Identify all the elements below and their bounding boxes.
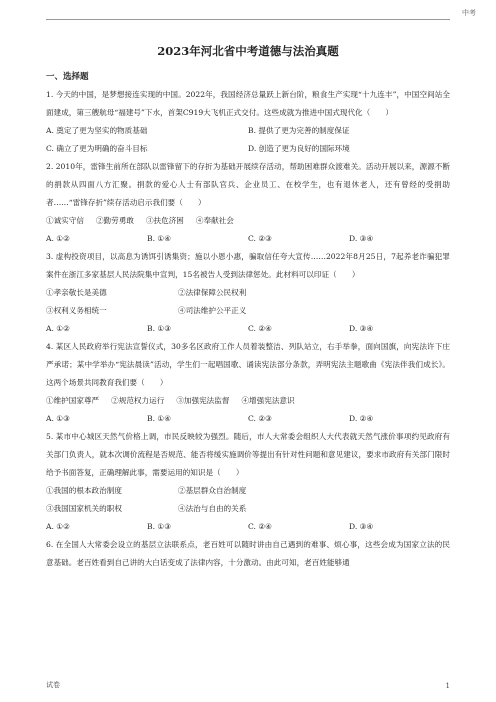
question-3-items-2 bbox=[46, 302, 450, 320]
question-2-items bbox=[46, 212, 450, 230]
item-3: ③我国国家机关的职权 bbox=[46, 504, 122, 513]
item-4: ④司法维护公平正义 bbox=[178, 306, 247, 315]
header-tag: 中考 bbox=[462, 9, 476, 17]
page-title: 2023年河北省中考道德与法治真题 bbox=[157, 44, 339, 58]
option-c: C. ②③ bbox=[248, 234, 272, 243]
option-c: C. ②③ bbox=[248, 414, 272, 423]
option-b: B. ①④ bbox=[147, 414, 172, 423]
option-b: B. 提供了更为完善的制度保证 bbox=[248, 126, 350, 135]
option-d: D. ③④ bbox=[349, 324, 374, 333]
option-a: A. ①② bbox=[46, 324, 70, 333]
question-5-text: 5. 某市中心城区天然气价格上调，市民反映较为强烈。随后，市人大常委会组织人大代表就天然气涨价事项约见政府有关部门负责人，就本次调价流程是否规范、能否将缓实施调价等提出有针对性问题和意见建议，要求市政府有关部门限时给予书面答复，正确理解此事，需要运用的知识是（ ） bbox=[46, 432, 450, 477]
question-2-options bbox=[46, 230, 450, 248]
item-4: ④奉献社会 bbox=[195, 216, 234, 225]
item-4: ④法治与自由的关系 bbox=[178, 504, 247, 513]
option-b: B. ①④ bbox=[147, 234, 172, 243]
section-heading: 一、选择题 bbox=[46, 72, 89, 82]
item-2: ②规范权力运行 bbox=[111, 396, 165, 405]
question-4-options bbox=[46, 410, 450, 428]
item-2: ②法律保障公民权利 bbox=[178, 288, 247, 297]
option-a: A. ①② bbox=[46, 234, 70, 243]
option-d: D. ③④ bbox=[349, 522, 374, 531]
footer-label: 试卷 bbox=[46, 681, 60, 689]
question-4-text: 4. 某区人民政府举行宪法宣誓仪式，30多名区政府工作人员着装整洁、列队站立，右手举拳，面向国旗，向宪法许下庄严承诺；某中学举办“宪法晨读”活动，学生们一起唱国歌、诵读宪法部分条款，弄明宪法主题歌曲《宪法伴我们成长》。这两个场景共同教育我们要（ ） bbox=[46, 342, 450, 387]
option-d: D. 创造了更为良好的国际环境 bbox=[248, 144, 350, 153]
question-5-items-2 bbox=[46, 500, 450, 518]
item-1: ①孝亲敬长是美德 bbox=[46, 288, 107, 297]
item-1: ①我国的根本政治制度 bbox=[46, 486, 122, 495]
question-1-options-2 bbox=[46, 140, 450, 158]
question-2-text: 2. 2010年，雷锋生前所在部队以雷锋留下的存折为基础开展续存活动，帮助困难群众渡难关。活动开展以来，源源不断的捐款从四面八方汇聚。捐款的爱心人士有部队官兵、企业员工、在校学生，也有退休老人，还有曾经的受捐助者……“雷锋存折”续存活动启示我们要（ ） bbox=[46, 162, 450, 207]
item-3: ③权利义务相统一 bbox=[46, 306, 107, 315]
option-c: C. ②④ bbox=[248, 324, 272, 333]
option-a: A. 奠定了更为坚实的物质基础 bbox=[46, 126, 148, 135]
item-3: ③扶危济困 bbox=[145, 216, 184, 225]
option-a: A. ①② bbox=[46, 522, 70, 531]
item-2: ②勤劳勇敢 bbox=[95, 216, 134, 225]
question-6-text: 6. 在全国人大常委会设立的基层立法联系点，老百姓可以随时讲由自己遇到的难事、烦心事，这些会成为国家立法的民意基础。老百姓看到自己讲的大白话变成了法律内容，十分激动。由此可知，老百姓能够通 bbox=[46, 540, 450, 567]
option-c: C. 确立了更为明确的奋斗目标 bbox=[46, 144, 148, 153]
question-5-items-1 bbox=[46, 482, 450, 500]
item-3: ③加强宪法监督 bbox=[176, 396, 230, 405]
page-number: 1 bbox=[445, 682, 450, 690]
option-d: D. ③④ bbox=[349, 234, 374, 243]
item-4: ④增强宪法意识 bbox=[241, 396, 295, 405]
question-5-options bbox=[46, 518, 450, 536]
question-1-text: 1. 今天的中国，是梦想接连实现的中国。2022年，我国经济总量跃上新台阶，粮食生产实现“十九连丰”，中国空间站全面建成，第三艘航母“福建号”下水，首架C919大飞机正式交付。这些成就为推进中国式现代化（ ） bbox=[46, 90, 450, 117]
item-1: ①维护国家尊严 bbox=[46, 396, 100, 405]
question-3-items-1 bbox=[46, 284, 450, 302]
header-rule bbox=[46, 19, 450, 20]
item-2: ②基层群众自治制度 bbox=[178, 486, 247, 495]
option-b: B. ①③ bbox=[147, 324, 172, 333]
option-c: C. ②④ bbox=[248, 522, 272, 531]
exam-content bbox=[46, 68, 450, 572]
option-a: A. ①③ bbox=[46, 414, 70, 423]
option-b: B. ①③ bbox=[147, 522, 172, 531]
question-1-options bbox=[46, 122, 450, 140]
question-3-options bbox=[46, 320, 450, 338]
item-1: ①诚实守信 bbox=[46, 216, 84, 225]
question-3-text: 3. 虚构投资项目，以高息为诱饵引诱集资；施以小恩小惠，骗取信任夸大宣传……2022年8月25日，7起养老诈骗犯罪案件在浙江多家基层人民法院集中宣判，15名被告人受到法律惩处。此材料可以印证（ ） bbox=[46, 252, 450, 279]
question-4-items bbox=[46, 392, 450, 410]
option-d: D. ②④ bbox=[349, 414, 374, 423]
